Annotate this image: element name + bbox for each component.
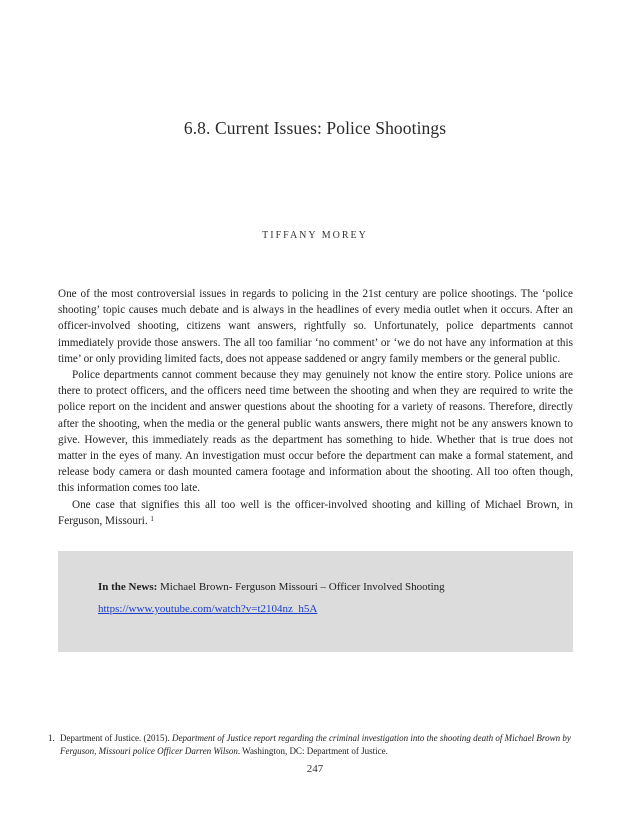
footnote-citation-end: . Washington, DC: Department of Justice. [237,746,388,756]
body-text [58,286,573,529]
news-video-link[interactable]: https://www.youtube.com/watch?v=t2104nz_h5A [98,603,318,615]
news-text: Michael Brown- Ferguson Missouri – Officer Involved Shooting [160,581,445,593]
page-title: 6.8. Current Issues: Police Shootings [183,118,447,138]
footnote [48,732,573,758]
news-line [98,581,445,593]
paragraph-2: Police departments cannot comment because they may genuinely not know the entire story. Police unions are there to protect officers, and the officers need time between the shooting and when they are required to write the police report on the incident and answer questions about the shooting for a variety of reasons. Therefore, directly after the shooting, when the media or the general public wants answers, there might not be any answers known to give. However, this immediately reads as the department has something to hide. Whether that is true does not matter in the eyes of many. An investigation must occur before the department can make a formal statement, and release body camera or dash mounted camera footage and information about the shooting. All too often though, this information comes too late. [58,369,573,495]
page-number: 247 [306,763,324,775]
footnote-reference[interactable]: 1 [150,514,154,523]
news-label: In the News: [98,581,158,593]
in-the-news-box [58,551,573,652]
paragraph-3 [58,497,573,529]
footnote-citation-start: Department of Justice. (2015). [60,733,172,743]
paragraph-1: One of the most controversial issues in regards to policing in the 21st century are police shootings. The ‘police shooting’ topic causes much debate and is always in the headlines of every media outlet when it occurs. After an officer-involved shooting, citizens want answers, rightfully so. Unfortunately, police departments cannot immediately provide those answers. The all too familiar ‘no comment’ or ‘we do not have any information at this time’ or only providing limited facts, does not appease saddened or angry family members or the general public. [58,288,573,365]
footnote-number: 1. [48,733,55,743]
footnote-report-title: Department of Justice report regarding the criminal investigation into the shooting death of Michael Brown by Ferguson, Missouri police Officer Darren Wilson [60,733,571,756]
author-name: TIFFANY MOREY [262,230,368,241]
paragraph-3-text: One case that signifies this all too well is the officer-involved shooting and killing of Michael Brown, in Ferguson, Missouri. [58,498,573,527]
footnote-text [60,732,573,758]
